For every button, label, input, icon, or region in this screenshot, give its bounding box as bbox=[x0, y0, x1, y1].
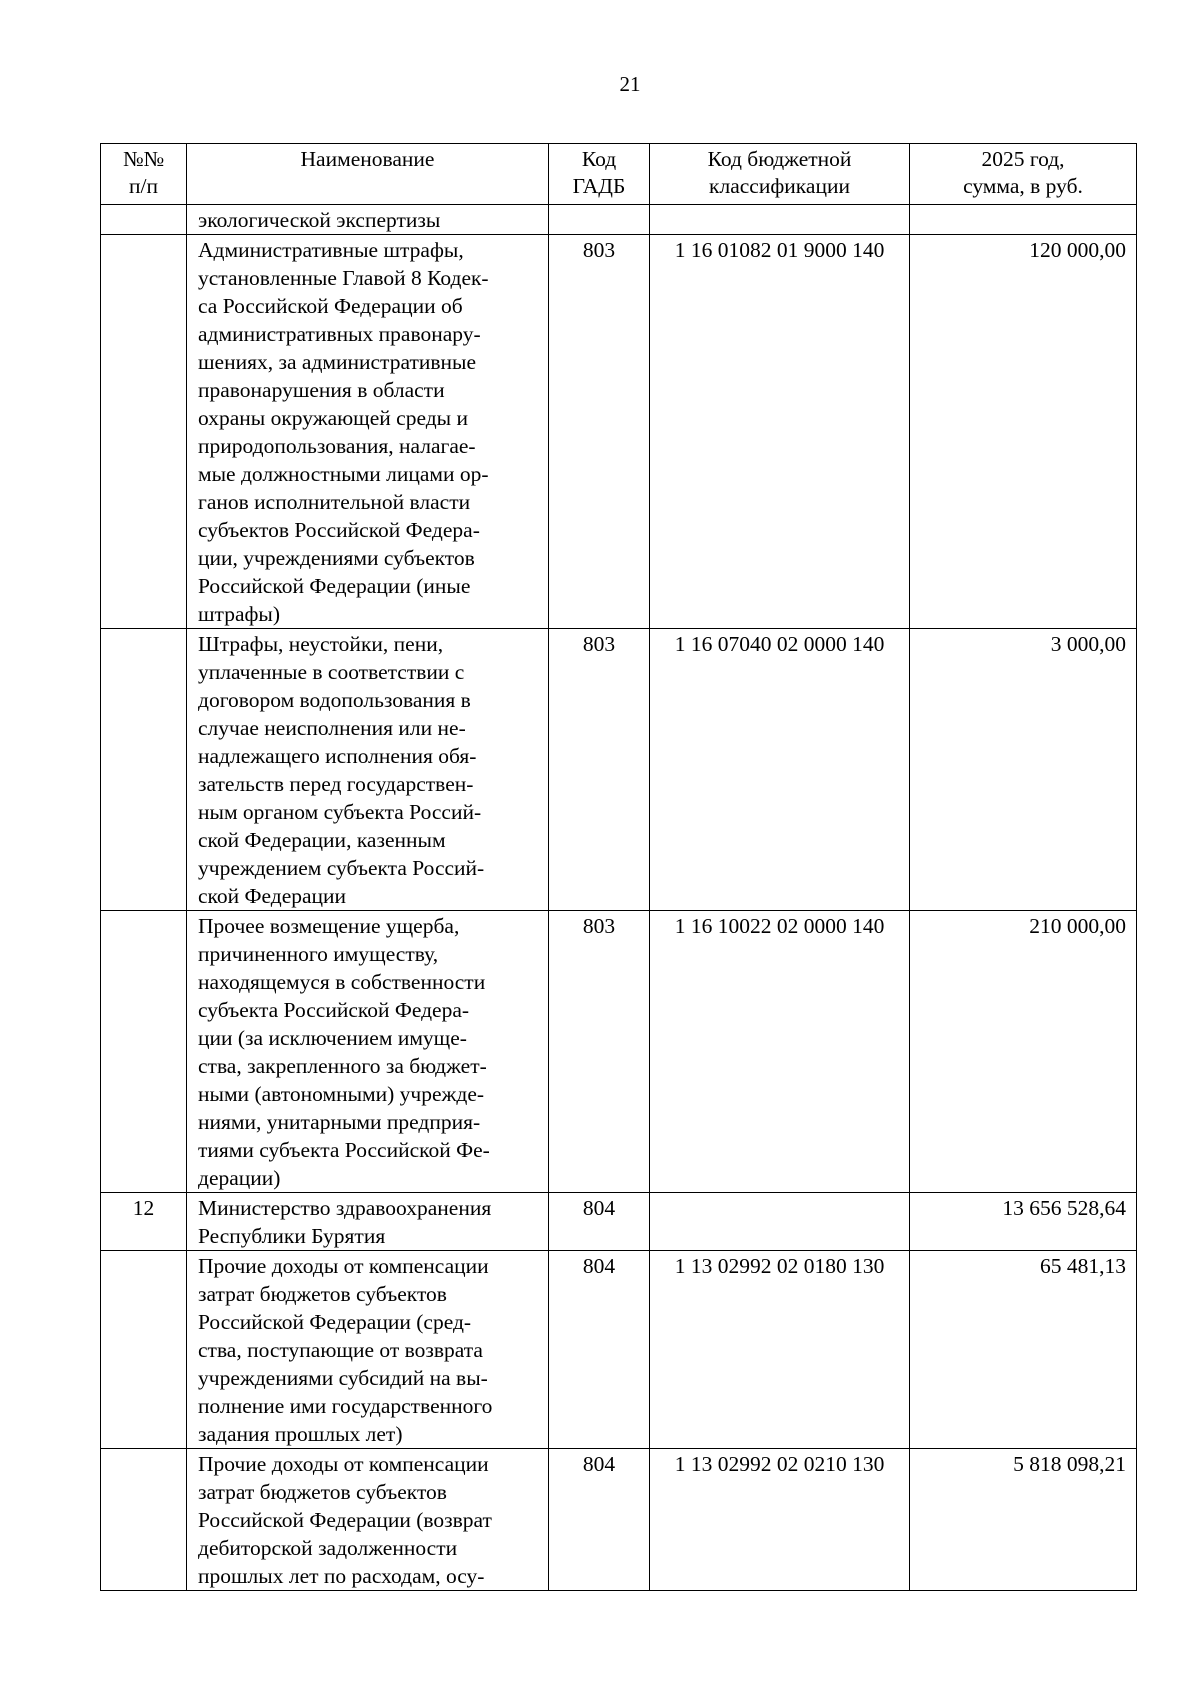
row-kbk bbox=[650, 205, 910, 235]
row-gadb: 803 bbox=[549, 235, 650, 629]
header-sum: 2025 год, сумма, в руб. bbox=[910, 144, 1137, 205]
row-num bbox=[101, 235, 187, 629]
row-kbk: 1 16 10022 02 0000 140 bbox=[650, 911, 910, 1193]
row-gadb: 803 bbox=[549, 629, 650, 911]
row-kbk bbox=[650, 1193, 910, 1251]
row-sum: 13 656 528,64 bbox=[910, 1193, 1137, 1251]
row-sum: 65 481,13 bbox=[910, 1251, 1137, 1449]
page-number: 21 bbox=[619, 72, 641, 96]
row-gadb bbox=[549, 205, 650, 235]
header-name: Наименование bbox=[187, 144, 549, 205]
row-name: Прочее возмещение ущерба, причиненного имуществу, находящемуся в собственности субъекта Российской Федера- ции (за исключением имуще- ства, закрепленного за бюджет- ными (автономными) учрежде- ниями, унитарными предприя- тиями субъекта Российской Фе- дерации) bbox=[187, 911, 549, 1193]
row-gadb: 804 bbox=[549, 1251, 650, 1449]
row-kbk: 1 13 02992 02 0180 130 bbox=[650, 1251, 910, 1449]
table-row bbox=[101, 1251, 1137, 1449]
header-kbk: Код бюджетной классификации bbox=[650, 144, 910, 205]
row-name: Штрафы, неустойки, пени, уплаченные в соответствии с договором водопользования в случае неисполнения или не- надлежащего исполнения обя- зательств перед государствен- ным органом субъекта Россий- ской Федерации, казенным учреждением субъекта Россий- ской Федерации bbox=[187, 629, 549, 911]
row-sum: 5 818 098,21 bbox=[910, 1449, 1137, 1591]
budget-revenue-table bbox=[100, 143, 1137, 1591]
row-name: экологической экспертизы bbox=[187, 205, 549, 235]
row-kbk: 1 16 07040 02 0000 140 bbox=[650, 629, 910, 911]
table-row bbox=[101, 1449, 1137, 1591]
row-num bbox=[101, 1251, 187, 1449]
row-num: 12 bbox=[101, 1193, 187, 1251]
row-kbk: 1 16 01082 01 9000 140 bbox=[650, 235, 910, 629]
row-name: Министерство здравоохранения Республики Бурятия bbox=[187, 1193, 549, 1251]
row-name: Административные штрафы, установленные Главой 8 Кодек- са Российской Федерации об административных правонару- шениях, за административные правонарушения в области охраны окружающей среды и природопользования, налагае- мые должностными лицами ор- ганов исполнительной власти субъектов Российской Федера- ции, учреждениями субъектов Российской Федерации (иные штрафы) bbox=[187, 235, 549, 629]
table-header-row bbox=[101, 144, 1137, 205]
row-num bbox=[101, 629, 187, 911]
row-name: Прочие доходы от компенсации затрат бюджетов субъектов Российской Федерации (возврат дебиторской задолженности прошлых лет по расходам, осу- bbox=[187, 1449, 549, 1591]
header-gadb: Код ГАДБ bbox=[549, 144, 650, 205]
row-sum: 210 000,00 bbox=[910, 911, 1137, 1193]
row-num bbox=[101, 1449, 187, 1591]
row-sum bbox=[910, 205, 1137, 235]
row-kbk: 1 13 02992 02 0210 130 bbox=[650, 1449, 910, 1591]
row-num bbox=[101, 911, 187, 1193]
row-gadb: 804 bbox=[549, 1193, 650, 1251]
row-sum: 3 000,00 bbox=[910, 629, 1137, 911]
row-gadb: 804 bbox=[549, 1449, 650, 1591]
row-gadb: 803 bbox=[549, 911, 650, 1193]
table-row bbox=[101, 205, 1137, 235]
table-row bbox=[101, 1193, 1137, 1251]
row-name: Прочие доходы от компенсации затрат бюджетов субъектов Российской Федерации (сред- ства, поступающие от возврата учреждениями субсидий на вы- полнение ими государственного задания прошлых лет) bbox=[187, 1251, 549, 1449]
table-row bbox=[101, 629, 1137, 911]
header-num: №№ п/п bbox=[101, 144, 187, 205]
table-row bbox=[101, 911, 1137, 1193]
table-row bbox=[101, 235, 1137, 629]
row-num bbox=[101, 205, 187, 235]
row-sum: 120 000,00 bbox=[910, 235, 1137, 629]
